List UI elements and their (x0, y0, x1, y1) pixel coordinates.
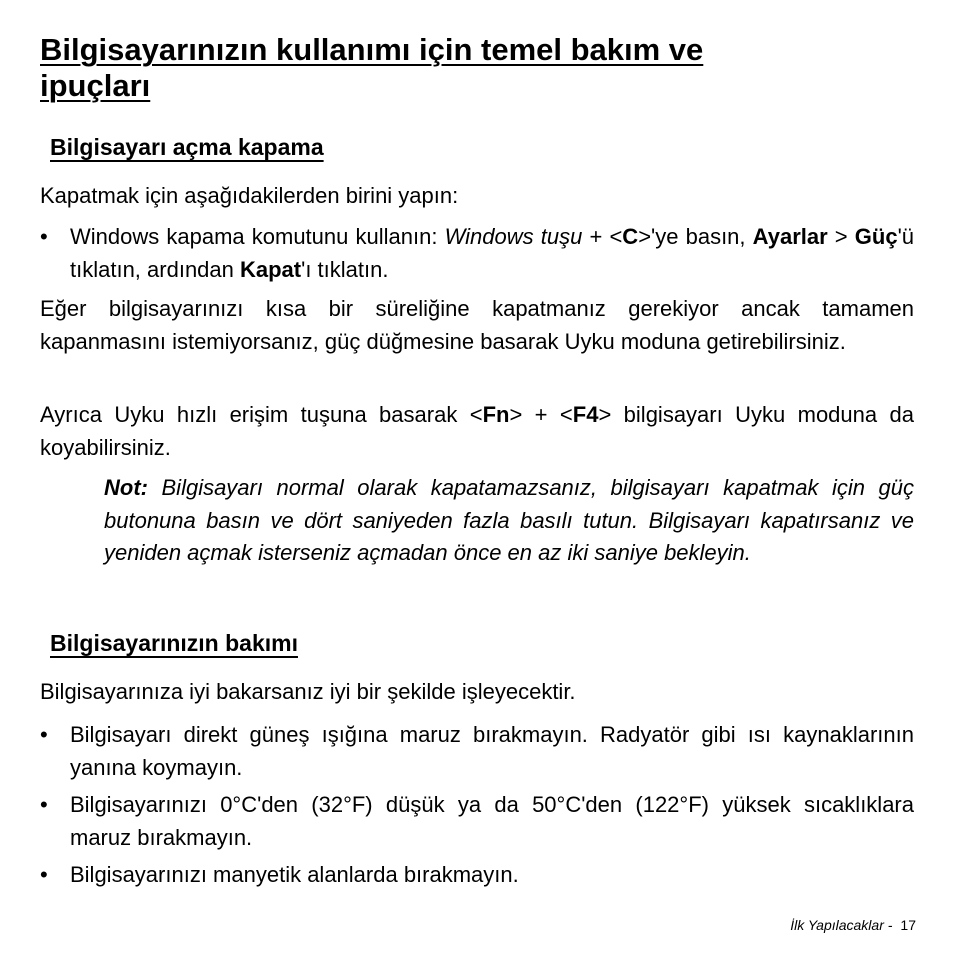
text: 'ü tıklatın, ardından (70, 224, 915, 282)
footer-section: İlk Yapılacaklar - (790, 917, 893, 933)
hotkey-paragraph (40, 399, 914, 464)
list-item (40, 789, 914, 854)
section-heading-power (50, 132, 324, 162)
page-footer (790, 917, 916, 933)
text: 'ı tıklatın. (301, 256, 389, 282)
bullet-icon: • (40, 224, 48, 249)
title-line-1: Bilgisayarınızın kullanımı için temel bakım ve (40, 32, 704, 67)
text: >'ye basın, (638, 224, 753, 249)
bullet-icon: • (40, 862, 48, 887)
section-heading-care (50, 628, 298, 658)
page-number: 17 (900, 917, 916, 933)
note-text: Bilgisayarı normal olarak kapatamazsanız, bilgisayarı kapatmak için güç butonuna basın ve dört saniyeden fazla basılı tutun. Bilgisayarı kapatırsanız ve yeniden açmak isterseniz açmadan önce en az iki saniye bekleyin. (104, 475, 914, 565)
sleep-paragraph: Eğer bilgisayarınızı kısa bir süreliğine kapatmanız gerekiyor ancak tamamen kapanmasını istemiyorsanız, güç düğmesine basarak Uyku moduna getirebilirsiniz. (40, 296, 914, 354)
text-italic: Windows tuşu (444, 224, 583, 249)
list-item (40, 719, 914, 784)
text-bold: Ayarlar (752, 224, 828, 249)
care-intro: Bilgisayarınıza iyi bakarsanız iyi bir şekilde işleyecektir. (40, 679, 576, 704)
text-bold: C (622, 224, 639, 249)
text: Ayrıca Uyku hızlı erişim tuşuna basarak < (40, 402, 483, 427)
list-item (40, 221, 914, 286)
text-bold: F4 (572, 402, 599, 427)
text: > + < (509, 402, 573, 427)
heading-text: Bilgisayarınızın bakımı (50, 630, 298, 656)
text: Bilgisayarınızı manyetik alanlarda bırakmayın. (70, 862, 519, 887)
bullet-icon: • (40, 792, 48, 817)
text: > (827, 224, 855, 249)
text-bold: Güç (854, 224, 898, 249)
text-bold: Kapat (240, 256, 302, 282)
text: + < (582, 224, 623, 249)
page-title (40, 32, 717, 104)
note-label: Not: (104, 475, 148, 500)
title-line-2: ipuçları (40, 68, 151, 103)
text: Bilgisayarınızı 0°C'den (32°F) düşük ya da 50°C'den (122°F) yüksek sıcaklıklara maruz bırakmayın. (70, 792, 914, 850)
text: Windows kapama komutunu kullanın: (70, 224, 445, 249)
list-item (40, 859, 914, 892)
heading-text: Bilgisayarı açma kapama (50, 134, 324, 160)
text-bold: Fn (482, 402, 510, 427)
note-block (104, 472, 914, 570)
text: > bilgisayarı Uyku moduna da koyabilirsiniz. (40, 402, 914, 460)
text: Bilgisayarı direkt güneş ışığına maruz bırakmayın. Radyatör gibi ısı kaynaklarının yanına koymayın. (70, 722, 914, 780)
intro-paragraph: Kapatmak için aşağıdakilerden birini yapın: (40, 183, 459, 208)
bullet-icon: • (40, 722, 48, 747)
